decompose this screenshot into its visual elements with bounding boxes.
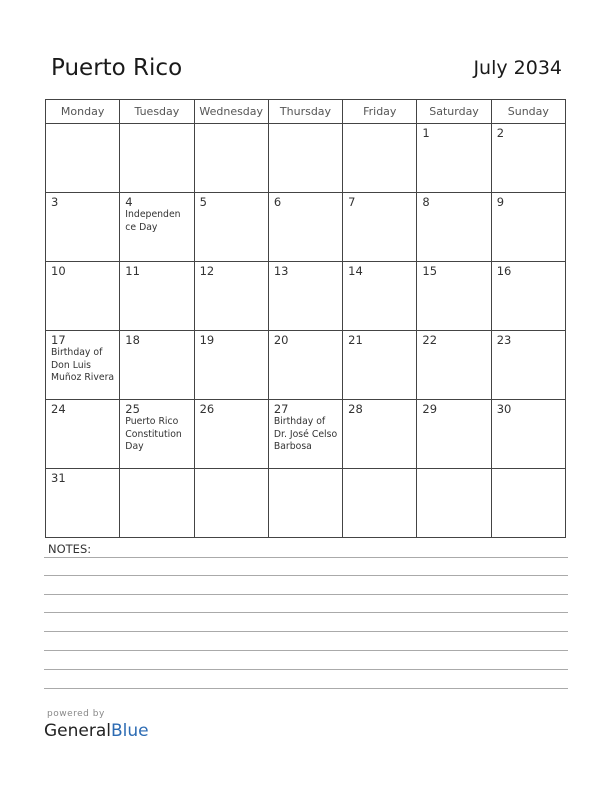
day-cell	[343, 193, 417, 262]
day-number: 4	[125, 195, 133, 209]
day-number: 3	[51, 195, 59, 209]
notes-line	[44, 575, 568, 576]
day-cell	[417, 124, 491, 193]
day-number: 16	[496, 264, 512, 278]
day-number: 30	[496, 402, 512, 416]
weekday-header-row	[46, 100, 566, 124]
day-number: 31	[51, 471, 66, 485]
weekday-header: Thursday	[268, 100, 342, 124]
day-number: 23	[496, 333, 512, 347]
day-cell	[268, 124, 342, 193]
day-cell	[491, 400, 565, 469]
generalblue-logo[interactable]	[44, 721, 149, 741]
calendar-country-title: Puerto Rico	[51, 55, 183, 81]
notes-line	[44, 631, 568, 632]
day-number: 20	[273, 333, 289, 347]
day-number: 27	[273, 402, 289, 416]
calendar-week-row	[46, 262, 566, 331]
day-number: 2	[496, 126, 505, 140]
day-cell	[491, 262, 565, 331]
day-number: 24	[51, 402, 66, 416]
day-number: 12	[199, 264, 215, 278]
day-number: 8	[422, 195, 430, 209]
calendar-week-row	[46, 469, 566, 538]
day-cell	[46, 262, 120, 331]
calendar-month-title: July 2034	[473, 57, 562, 79]
day-cell	[194, 262, 268, 331]
holiday-label: Puerto Rico Constitution Day	[125, 416, 182, 452]
day-cell	[194, 193, 268, 262]
day-cell	[120, 331, 194, 400]
day-cell	[120, 262, 194, 331]
day-cell	[46, 400, 120, 469]
day-cell	[46, 469, 120, 538]
holiday-label: Birthday of Don Luis Muñoz Rivera	[51, 347, 115, 383]
day-cell	[417, 469, 491, 538]
notes-line	[44, 688, 568, 689]
day-number: 1	[422, 126, 430, 140]
day-number: 15	[422, 264, 438, 278]
day-cell	[417, 262, 491, 331]
day-number: 13	[273, 264, 289, 278]
day-cell	[46, 331, 120, 400]
day-cell	[417, 193, 491, 262]
day-number: 28	[348, 402, 363, 416]
calendar-grid	[45, 99, 566, 538]
day-cell	[491, 331, 565, 400]
day-cell	[268, 469, 342, 538]
day-cell	[194, 331, 268, 400]
day-cell	[46, 193, 120, 262]
logo-text-general: General	[44, 721, 111, 741]
weekday-header: Saturday	[417, 100, 491, 124]
day-cell	[417, 331, 491, 400]
day-cell	[268, 193, 342, 262]
weekday-header: Friday	[343, 100, 417, 124]
day-cell	[491, 193, 565, 262]
notes-line	[44, 650, 568, 651]
calendar-week-row	[46, 193, 566, 262]
weekday-header: Wednesday	[194, 100, 268, 124]
day-cell	[194, 469, 268, 538]
day-cell	[120, 400, 194, 469]
notes-line	[44, 612, 568, 613]
day-number: 5	[199, 195, 207, 209]
calendar-week-row	[46, 124, 566, 193]
holiday-label: Independen ce Day	[125, 209, 181, 233]
day-cell	[46, 124, 120, 193]
day-number: 21	[348, 333, 363, 347]
notes-line	[44, 557, 568, 558]
day-cell	[268, 400, 342, 469]
day-cell	[194, 124, 268, 193]
weekday-header: Sunday	[491, 100, 565, 124]
day-cell	[120, 469, 194, 538]
notes-line	[44, 669, 568, 670]
day-number: 18	[125, 333, 140, 347]
day-cell	[491, 469, 565, 538]
day-number: 14	[348, 264, 363, 278]
day-number: 6	[273, 195, 282, 209]
day-number: 9	[496, 195, 505, 209]
day-cell	[343, 124, 417, 193]
day-number: 17	[51, 333, 66, 347]
day-cell	[268, 331, 342, 400]
day-number: 25	[125, 402, 140, 416]
holiday-label: Birthday of Dr. José Celso Barbosa	[273, 416, 338, 452]
day-cell	[343, 331, 417, 400]
weekday-header: Tuesday	[120, 100, 194, 124]
day-number: 7	[348, 195, 356, 209]
notes-line	[44, 594, 568, 595]
day-cell	[343, 262, 417, 331]
weekday-header: Monday	[46, 100, 120, 124]
day-cell	[268, 262, 342, 331]
day-cell	[417, 400, 491, 469]
day-number: 10	[51, 264, 66, 278]
day-number: 29	[422, 402, 438, 416]
day-number: 19	[199, 333, 215, 347]
day-cell	[120, 193, 194, 262]
day-number: 11	[125, 264, 140, 278]
day-number: 22	[422, 333, 438, 347]
calendar-week-row	[46, 331, 566, 400]
calendar-week-row	[46, 400, 566, 469]
day-cell	[343, 400, 417, 469]
day-cell	[491, 124, 565, 193]
notes-label: NOTES:	[48, 542, 92, 556]
day-cell	[194, 400, 268, 469]
day-cell	[343, 469, 417, 538]
logo-text-blue: Blue	[111, 721, 149, 741]
day-number: 26	[199, 402, 215, 416]
day-cell	[120, 124, 194, 193]
powered-by-label: powered by	[47, 709, 105, 719]
